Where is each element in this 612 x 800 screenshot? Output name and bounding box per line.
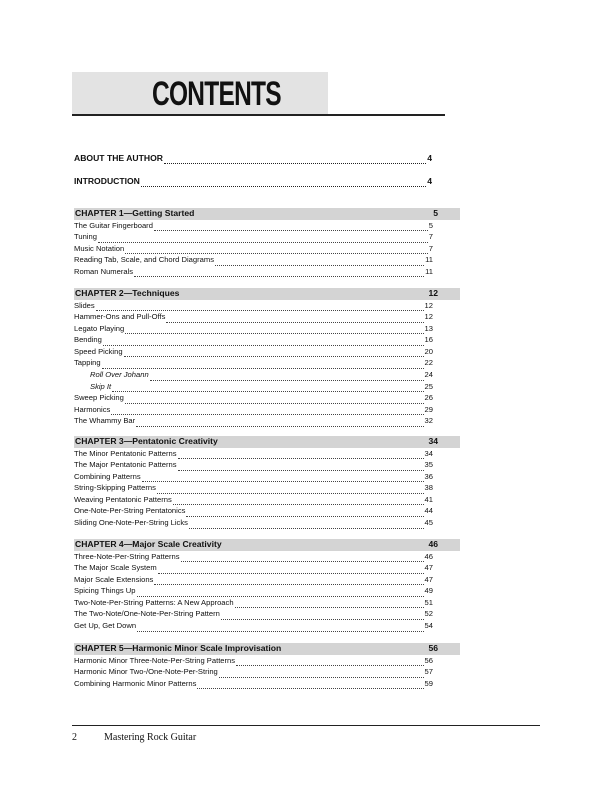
toc-entry[interactable]: Get Up, Get Down 54 bbox=[74, 621, 433, 631]
chapter-heading[interactable] bbox=[74, 436, 460, 448]
chapter-page: 46 bbox=[428, 539, 438, 549]
chapter-5-section bbox=[74, 643, 460, 689]
toc-entry[interactable]: Speed Picking 20 bbox=[74, 346, 433, 356]
chapter-page: 56 bbox=[428, 643, 438, 653]
toc-entry[interactable]: Tapping 22 bbox=[74, 358, 433, 368]
footer-rule bbox=[72, 725, 540, 726]
toc-entry[interactable]: Combining Patterns 36 bbox=[74, 471, 433, 481]
chapter-title: CHAPTER 5—Harmonic Minor Scale Improvisation bbox=[75, 643, 282, 653]
toc-entry[interactable]: Major Scale Extensions 47 bbox=[74, 574, 433, 584]
toc-entry[interactable]: Music Notation 7 bbox=[74, 243, 433, 253]
dot-leader bbox=[141, 177, 426, 187]
toc-entry[interactable]: The Major Pentatonic Patterns 35 bbox=[74, 460, 433, 470]
chapter-title: CHAPTER 3—Pentatonic Creativity bbox=[75, 436, 218, 446]
toc-entry[interactable]: The Minor Pentatonic Patterns 34 bbox=[74, 448, 433, 458]
toc-entry[interactable]: The Guitar Fingerboard 5 bbox=[74, 220, 433, 230]
chapter-1-section bbox=[74, 208, 460, 277]
chapter-page: 12 bbox=[428, 288, 438, 298]
chapter-title: CHAPTER 4—Major Scale Creativity bbox=[75, 539, 222, 549]
entry-title: INTRODUCTION bbox=[74, 176, 140, 186]
chapter-heading[interactable] bbox=[74, 539, 460, 551]
toc-entry[interactable]: Harmonics 29 bbox=[74, 404, 433, 414]
toc-entry[interactable]: Sweep Picking 26 bbox=[74, 393, 433, 403]
chapter-page: 5 bbox=[433, 208, 438, 218]
toc-entry[interactable]: Two-Note-Per-String Patterns: A New Approach 51 bbox=[74, 597, 433, 607]
chapter-heading[interactable] bbox=[74, 643, 460, 655]
toc-entry[interactable]: Combining Harmonic Minor Patterns 59 bbox=[74, 678, 433, 688]
toc-entry[interactable]: The Two-Note/One-Note-Per-String Pattern 52 bbox=[74, 609, 433, 619]
chapter-heading[interactable] bbox=[74, 208, 460, 220]
chapter-heading[interactable] bbox=[74, 288, 460, 300]
toc-entry[interactable]: Three-Note-Per-String Patterns 46 bbox=[74, 551, 433, 561]
toc-entry[interactable]: Tuning 7 bbox=[74, 232, 433, 242]
footer-book-title: Mastering Rock Guitar bbox=[104, 732, 197, 743]
chapter-4-section bbox=[74, 539, 460, 632]
toc-entry[interactable]: Harmonic Minor Three-Note-Per-String Patterns 56 bbox=[74, 655, 433, 665]
chapter-title: CHAPTER 1—Getting Started bbox=[75, 208, 195, 218]
toc-entry[interactable]: Bending 16 bbox=[74, 335, 433, 345]
toc-entry[interactable]: Spicing Things Up 49 bbox=[74, 586, 433, 596]
toc-entry[interactable]: Hammer-Ons and Pull-Offs 12 bbox=[74, 312, 433, 322]
toc-entry[interactable]: Reading Tab, Scale, and Chord Diagrams 11 bbox=[74, 255, 433, 265]
entry-page: 4 bbox=[427, 153, 432, 163]
footer-page-number: 2 bbox=[72, 732, 77, 743]
entry-page: 4 bbox=[427, 176, 432, 186]
chapter-3-section bbox=[74, 436, 460, 529]
toc-entry[interactable]: Harmonic Minor Two-/One-Note-Per-String 57 bbox=[74, 667, 433, 677]
toc-entry[interactable]: One-Note-Per-String Pentatonics 44 bbox=[74, 506, 433, 516]
chapter-2-section bbox=[74, 288, 460, 427]
entry-title: ABOUT THE AUTHOR bbox=[74, 153, 163, 163]
toc-subentry[interactable]: Roll Over Johann 24 bbox=[90, 370, 433, 380]
toc-entry[interactable]: Roman Numerals 11 bbox=[74, 266, 433, 276]
toc-entry-introduction[interactable] bbox=[74, 175, 432, 187]
toc-entry[interactable]: The Major Scale System 47 bbox=[74, 563, 433, 573]
dot-leader bbox=[164, 154, 426, 164]
toc-entry-about-author[interactable] bbox=[74, 152, 432, 164]
toc-subentry[interactable]: Skip It 25 bbox=[90, 381, 433, 391]
chapter-title: CHAPTER 2—Techniques bbox=[75, 288, 180, 298]
front-matter-2 bbox=[74, 175, 460, 187]
front-matter bbox=[74, 152, 460, 164]
toc-entry[interactable]: The Whammy Bar 32 bbox=[74, 416, 433, 426]
toc-entry[interactable]: Sliding One-Note-Per-String Licks 45 bbox=[74, 518, 433, 528]
toc-entry[interactable]: Weaving Pentatonic Patterns 41 bbox=[74, 494, 433, 504]
toc-entry[interactable]: Slides 12 bbox=[74, 300, 433, 310]
toc-entry[interactable]: String-Skipping Patterns 38 bbox=[74, 483, 433, 493]
toc-entry[interactable]: Legato Playing 13 bbox=[74, 323, 433, 333]
title-rule bbox=[72, 114, 445, 116]
chapter-page: 34 bbox=[428, 436, 438, 446]
page-title: CONTENTS bbox=[152, 75, 281, 113]
